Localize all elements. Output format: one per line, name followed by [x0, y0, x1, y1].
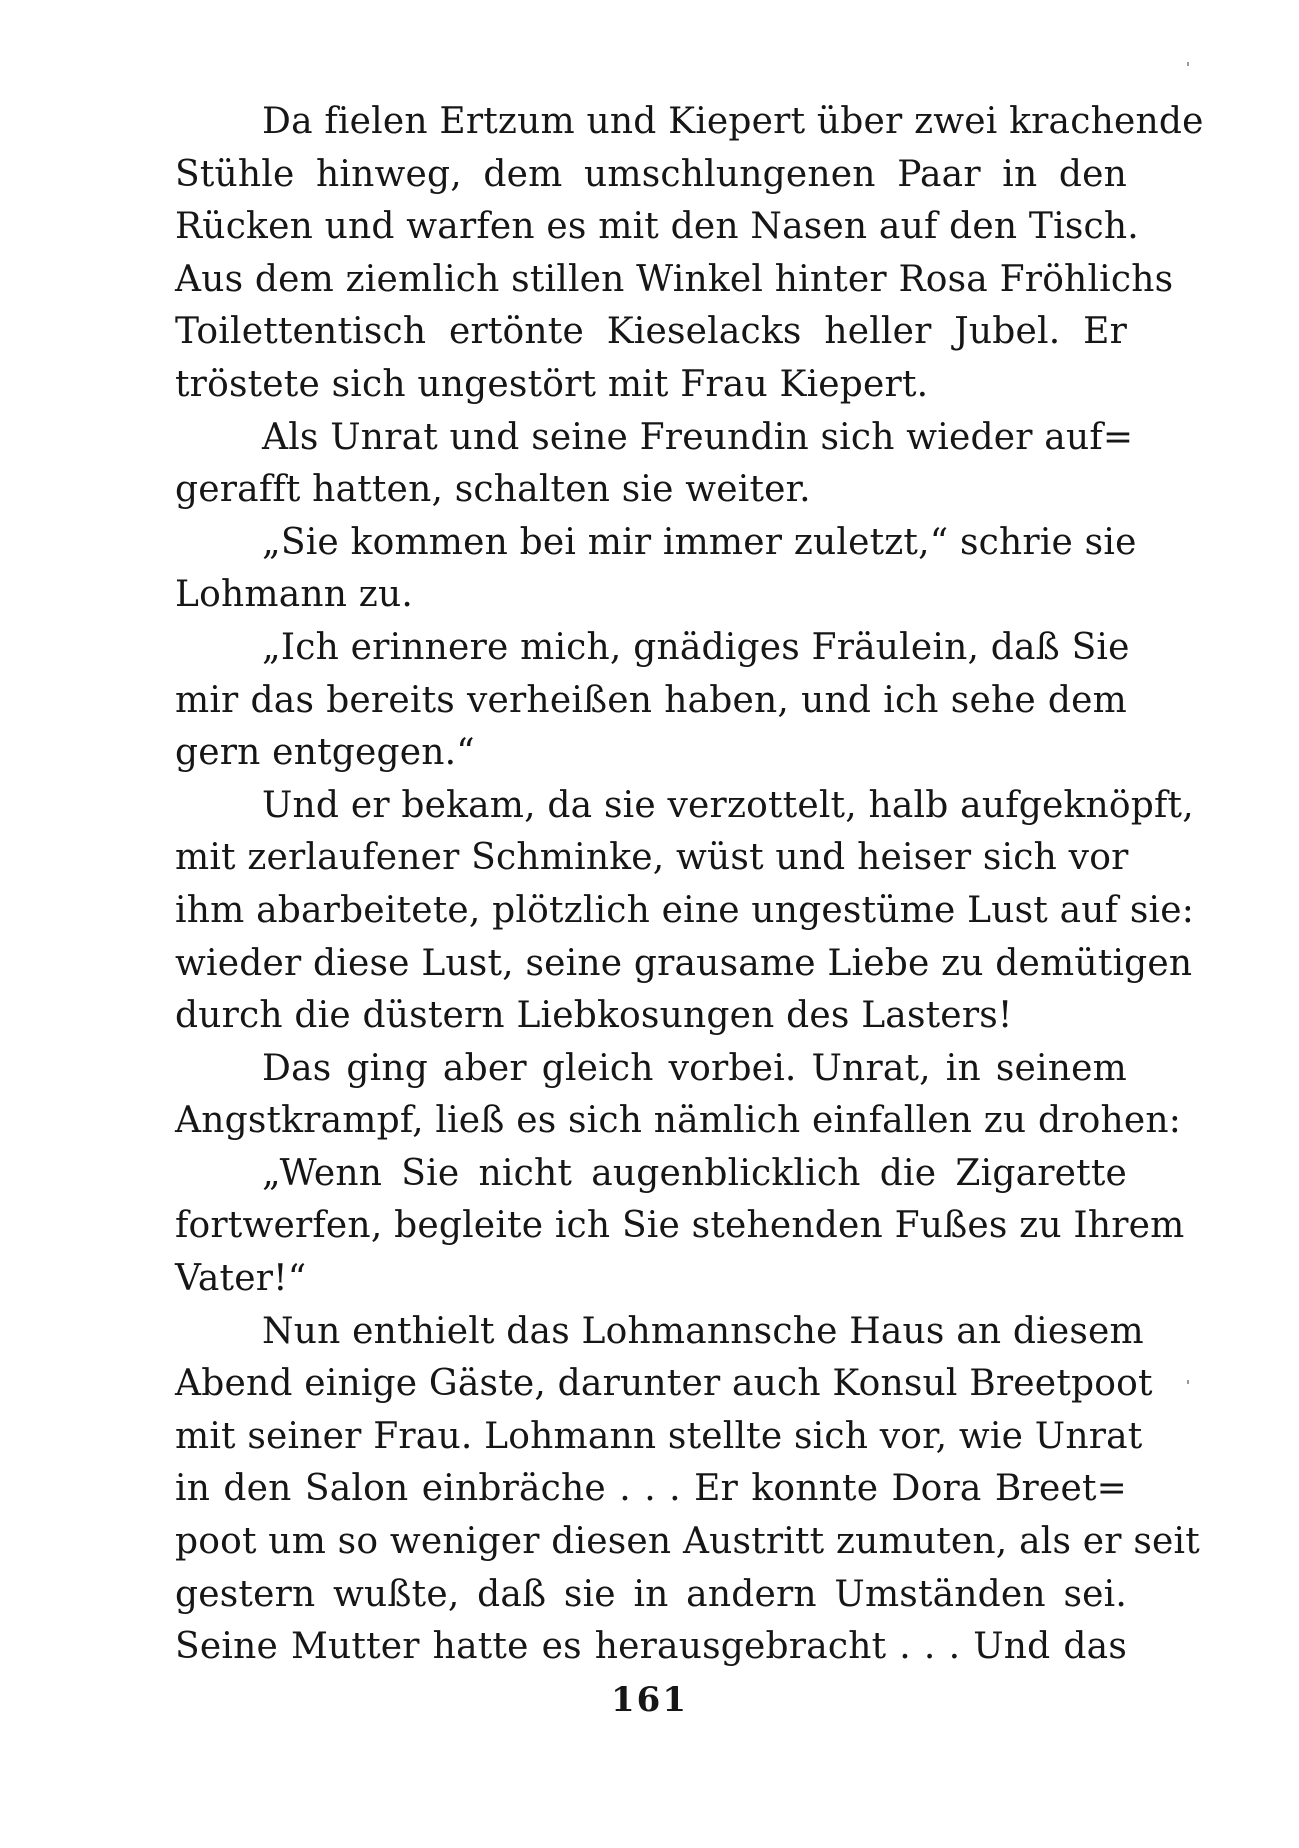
text-line: Rücken und warfen es mit den Nasen auf den Tisch. [175, 206, 1139, 248]
text-line: Stühle hinweg, dem umschlungenen Paar in den [175, 153, 1127, 195]
text-line: in den Salon einbräche . . . Er konnte Dora Breet= [175, 1468, 1127, 1510]
text-line: „Wenn Sie nicht augenblicklich die Zigarette [262, 1152, 1127, 1194]
text-line: ihm abarbeitete, plötzlich eine ungestüme Lust auf sie: [175, 889, 1195, 931]
text-line: Abend einige Gäste, darunter auch Konsul Breetpoot [175, 1363, 1153, 1405]
text-line: Toilettentisch ertönte Kieselacks heller Jubel. Er [175, 311, 1127, 353]
text-line: „Ich erinnere mich, gnädiges Fräulein, daß Sie [262, 626, 1130, 668]
text-line: tröstete sich ungestört mit Frau Kiepert. [175, 363, 929, 405]
text-line: Das ging aber gleich vorbei. Unrat, in seinem [262, 1047, 1127, 1089]
text-line: Als Unrat und seine Freundin sich wieder auf= [262, 416, 1134, 458]
text-line: mit zerlaufener Schminke, wüst und heiser sich vor [175, 837, 1129, 879]
text-line: Aus dem ziemlich stillen Winkel hinter Rosa Fröhlichs [175, 258, 1174, 300]
page-number: 161 [611, 1680, 688, 1720]
text-line: Angstkrampf, ließ es sich nämlich einfallen zu drohen: [175, 1100, 1182, 1142]
text-line: mit seiner Frau. Lohmann stellte sich vor, wie Unrat [175, 1415, 1143, 1457]
text-line: Und er bekam, da sie verzottelt, halb aufgeknöpft, [262, 784, 1194, 826]
text-line: gern entgegen.“ [175, 732, 475, 774]
text-line: fortwerfen, begleite ich Sie stehenden Fußes zu Ihrem [175, 1205, 1185, 1247]
text-line: „Sie kommen bei mir immer zuletzt,“ schrie sie [262, 521, 1137, 563]
margin-speck [1187, 1380, 1189, 1384]
text-line: Vater!“ [175, 1258, 307, 1300]
margin-speck [1187, 62, 1189, 66]
text-line: durch die düstern Liebkosungen des Lasters! [175, 995, 1013, 1037]
text-line: Lohmann zu. [175, 574, 413, 616]
text-line: mir das bereits verheißen haben, und ich sehe dem [175, 679, 1127, 721]
text-line: gestern wußte, daß sie in andern Umständen sei. [175, 1573, 1127, 1615]
text-line: Seine Mutter hatte es herausgebracht . . . Und das [175, 1626, 1127, 1668]
text-line: gerafft hatten, schalten sie weiter. [175, 469, 811, 511]
text-line: poot um so weniger diesen Austritt zumuten, als er seit [175, 1521, 1200, 1563]
text-line: Da fielen Ertzum und Kiepert über zwei krachende [262, 101, 1204, 142]
text-line: Nun enthielt das Lohmannsche Haus an diesem [262, 1310, 1144, 1352]
body-text [175, 96, 1204, 1674]
text-line: wieder diese Lust, seine grausame Liebe zu demütigen [175, 942, 1193, 984]
